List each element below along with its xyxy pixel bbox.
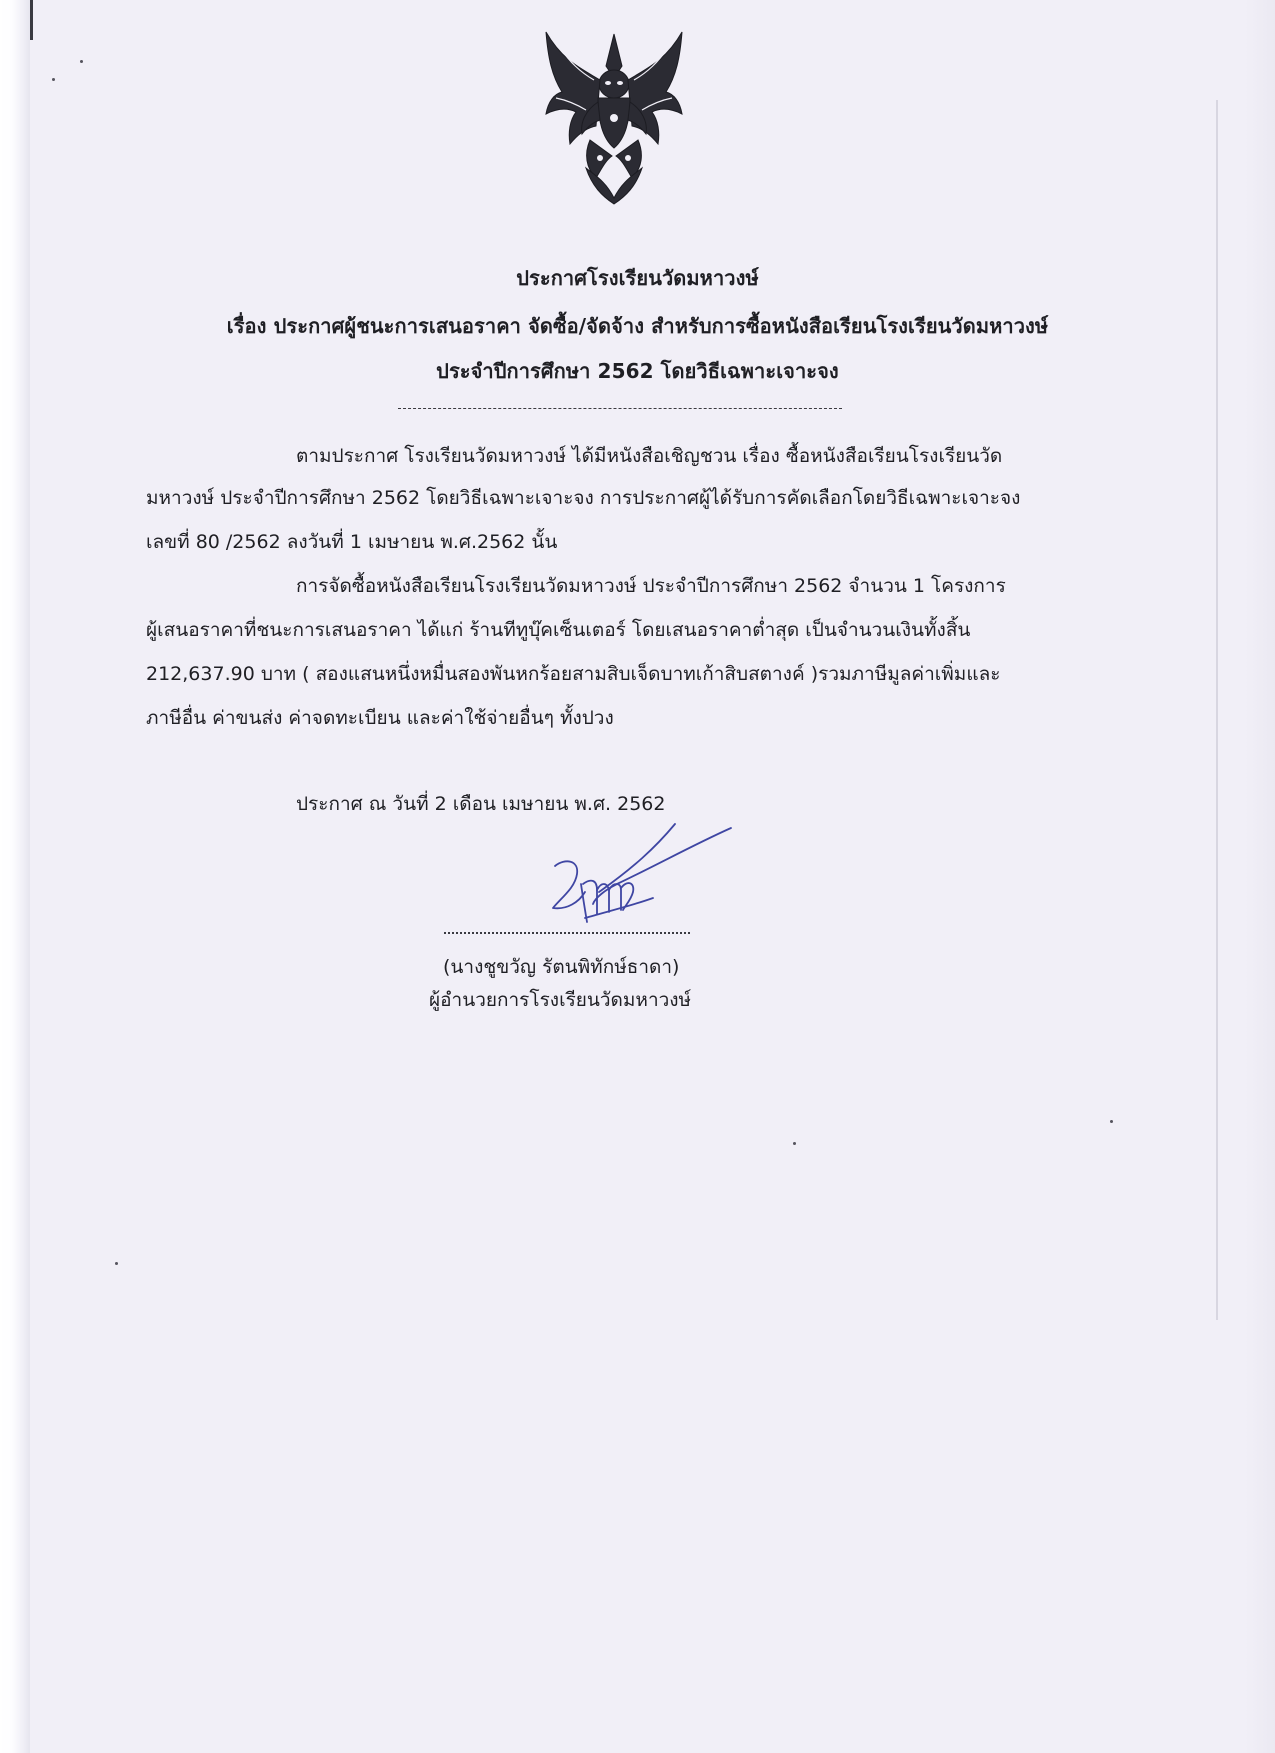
scan-speck (80, 60, 83, 63)
paragraph-1-line-1: ตามประกาศ โรงเรียนวัดมหาวงษ์ ได้มีหนังสือเชิญชวน เรื่อง ซื้อหนังสือเรียนโรงเรียนวัด (296, 445, 1003, 467)
title-separator (398, 408, 842, 409)
scan-speck (793, 1142, 796, 1145)
scan-mark (30, 0, 33, 40)
announce-date: ประกาศ ณ วันที่ 2 เดือน เมษายน พ.ศ. 2562 (296, 793, 666, 815)
scan-speck (52, 78, 55, 81)
signatory-name: (นางชูขวัญ รัตนพิทักษ์ธาดา) (443, 956, 680, 978)
paragraph-2-line-4: ภาษีอื่น ค่าขนส่ง ค่าจดทะเบียน และค่าใช้จ่ายอื่นๆ ทั้งปวง (146, 707, 614, 729)
paragraph-1-line-2: มหาวงษ์ ประจำปีการศึกษา 2562 โดยวิธีเฉพาะเจาะจง การประกาศผู้ได้รับการคัดเลือกโดยวิธีเฉพาะเจาะจง (146, 487, 1021, 509)
paragraph-2-line-1: การจัดซื้อหนังสือเรียนโรงเรียนวัดมหาวงษ์ ประจำปีการศึกษา 2562 จำนวน 1 โครงการ (296, 575, 1006, 597)
announcement-subject: เรื่อง ประกาศผู้ชนะการเสนอราคา จัดซื้อ/จัดจ้าง สำหรับการซื้อหนังสือเรียนโรงเรียนวัดมหาวงษ์ (226, 314, 1049, 338)
signatory-position: ผู้อำนวยการโรงเรียนวัดมหาวงษ์ (429, 989, 692, 1011)
paragraph-1-line-3: เลขที่ 80 /2562 ลงวันที่ 1 เมษายน พ.ศ.2562 นั้น (146, 531, 558, 553)
handwritten-signature (535, 818, 755, 938)
scan-speck (115, 1262, 118, 1265)
garuda-emblem-icon (540, 28, 688, 206)
paragraph-2-line-2: ผู้เสนอราคาที่ชนะการเสนอราคา ได้แก่ ร้านทีทูบุ๊คเซ็นเตอร์ โดยเสนอราคาต่ำสุด เป็นจำนวนเงินทั้งสิ้น (146, 619, 971, 641)
signature-line (444, 932, 690, 934)
scan-speck (1110, 1120, 1113, 1123)
announcement-title: ประกาศโรงเรียนวัดมหาวงษ์ (516, 266, 759, 290)
announcement-subject-cont: ประจำปีการศึกษา 2562 โดยวิธีเฉพาะเจาะจง (436, 359, 839, 383)
paragraph-2-line-3: 212,637.90 บาท ( สองแสนหนึ่งหมื่นสองพันหกร้อยสามสิบเจ็ดบาทเก้าสิบสตางค์ )รวมภาษีมูลค่าเพิ่มและ (146, 663, 1001, 685)
